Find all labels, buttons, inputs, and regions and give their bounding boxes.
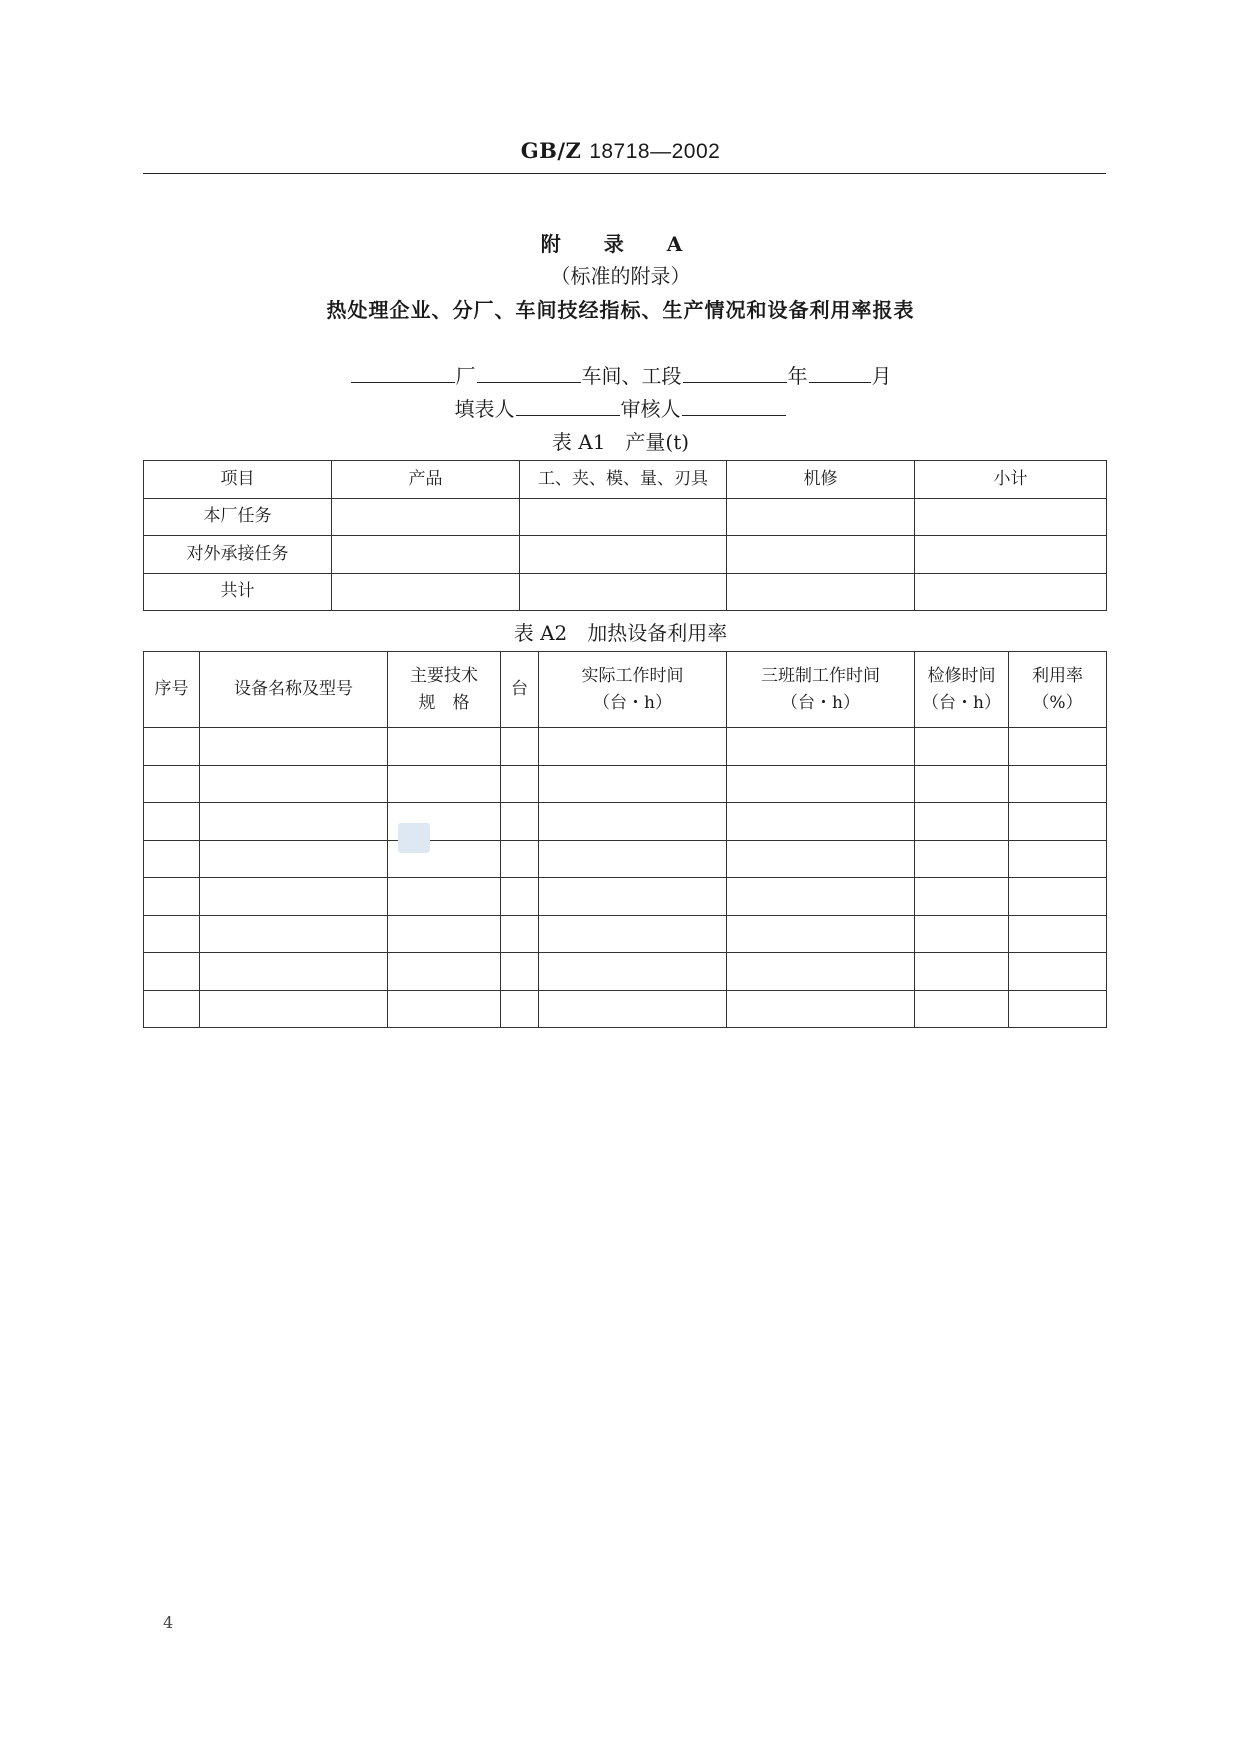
data-cell[interactable] <box>915 765 1009 803</box>
data-cell[interactable] <box>727 573 915 611</box>
row-label: 本厂任务 <box>144 498 332 536</box>
data-cell[interactable] <box>332 536 520 574</box>
table-a2-body <box>144 728 1107 1028</box>
data-cell[interactable] <box>727 990 915 1028</box>
data-cell[interactable] <box>200 728 388 766</box>
header-line: 三班制工作时间 <box>761 665 880 686</box>
data-cell[interactable] <box>915 840 1009 878</box>
data-cell[interactable] <box>144 953 200 991</box>
form-line-signatures <box>0 393 1241 422</box>
header-line: （台・h） <box>922 692 1001 713</box>
data-cell[interactable] <box>388 990 501 1028</box>
year-blank[interactable] <box>683 362 787 383</box>
data-cell[interactable] <box>144 915 200 953</box>
data-cell[interactable] <box>1009 728 1107 766</box>
standard-code-prefix: GB/Z <box>520 138 582 163</box>
data-cell[interactable] <box>915 990 1009 1028</box>
standard-code-number: 18718—2002 <box>589 140 721 163</box>
header-rule <box>143 173 1106 174</box>
data-cell[interactable] <box>915 728 1009 766</box>
header-line: 实际工作时间 <box>581 665 684 686</box>
data-cell[interactable] <box>727 803 915 841</box>
data-cell[interactable] <box>388 915 501 953</box>
data-cell[interactable] <box>501 915 539 953</box>
header-cell: 设备名称及型号 <box>200 652 388 728</box>
data-cell[interactable] <box>200 953 388 991</box>
filler-label: 填表人 <box>454 397 515 421</box>
table-row <box>144 765 1107 803</box>
data-cell[interactable] <box>144 840 200 878</box>
data-cell[interactable] <box>388 878 501 916</box>
data-cell[interactable] <box>144 878 200 916</box>
data-cell[interactable] <box>727 728 915 766</box>
header-cell: 产品 <box>332 461 520 499</box>
factory-blank[interactable] <box>351 362 455 383</box>
data-cell[interactable] <box>915 953 1009 991</box>
table-row <box>144 803 1107 841</box>
data-cell[interactable] <box>1009 878 1107 916</box>
appendix-heading: 热处理企业、分厂、车间技经指标、生产情况和设备利用率报表 <box>326 298 915 322</box>
data-cell[interactable] <box>1009 915 1107 953</box>
data-cell[interactable] <box>144 990 200 1028</box>
data-cell[interactable] <box>520 573 727 611</box>
row-label: 对外承接任务 <box>144 536 332 574</box>
table-a1-caption: 表 A1 产量(t) <box>551 430 690 454</box>
table-row <box>144 878 1107 916</box>
data-cell[interactable] <box>539 803 727 841</box>
standard-code <box>0 138 1241 164</box>
header-cell <box>388 652 501 728</box>
table-row <box>144 915 1107 953</box>
data-cell[interactable] <box>915 536 1107 574</box>
data-cell[interactable] <box>727 915 915 953</box>
data-cell[interactable] <box>1009 953 1107 991</box>
data-cell[interactable] <box>727 765 915 803</box>
data-cell[interactable] <box>144 728 200 766</box>
data-cell[interactable] <box>200 765 388 803</box>
year-label: 年 <box>787 364 808 388</box>
header-line: （%） <box>1032 692 1083 713</box>
header-cell: 工、夹、模、量、刃具 <box>520 461 727 499</box>
header-line: 利用率 <box>1032 665 1083 686</box>
data-cell[interactable] <box>388 765 501 803</box>
page-number: 4 <box>163 1613 174 1632</box>
table-a2-caption: 表 A2 加热设备利用率 <box>513 621 728 645</box>
factory-label: 厂 <box>455 364 476 388</box>
data-cell[interactable] <box>727 536 915 574</box>
header-line: 规 格 <box>418 692 470 713</box>
workshop-label: 车间、工段 <box>581 364 682 388</box>
table-row <box>144 498 1107 536</box>
data-cell[interactable] <box>332 498 520 536</box>
table-row <box>144 728 1107 766</box>
data-cell[interactable] <box>200 803 388 841</box>
data-cell[interactable] <box>200 915 388 953</box>
data-cell[interactable] <box>520 536 727 574</box>
data-cell[interactable] <box>915 573 1107 611</box>
data-cell[interactable] <box>1009 840 1107 878</box>
data-cell[interactable] <box>501 840 539 878</box>
data-cell[interactable] <box>200 878 388 916</box>
data-cell[interactable] <box>501 803 539 841</box>
data-cell[interactable] <box>539 765 727 803</box>
header-line: （台・h） <box>781 692 860 713</box>
data-cell[interactable] <box>915 915 1009 953</box>
table-row <box>144 536 1107 574</box>
data-cell[interactable] <box>144 765 200 803</box>
header-cell: 台 <box>501 652 539 728</box>
data-cell[interactable] <box>1009 765 1107 803</box>
table-row <box>144 840 1107 878</box>
workshop-blank[interactable] <box>477 362 581 383</box>
table-a2 <box>143 651 1107 1028</box>
data-cell[interactable] <box>501 728 539 766</box>
data-cell[interactable] <box>501 990 539 1028</box>
header-cell <box>915 652 1009 728</box>
header-line: 检修时间 <box>927 665 996 686</box>
data-cell[interactable] <box>915 498 1107 536</box>
reviewer-blank[interactable] <box>682 395 786 416</box>
month-blank[interactable] <box>809 362 871 383</box>
data-cell[interactable] <box>1009 803 1107 841</box>
header-cell <box>1009 652 1107 728</box>
reviewer-label: 审核人 <box>620 397 681 421</box>
data-cell[interactable] <box>388 953 501 991</box>
header-line: 主要技术 <box>410 665 478 686</box>
data-cell[interactable] <box>915 803 1009 841</box>
header-cell: 小计 <box>915 461 1107 499</box>
data-cell[interactable] <box>727 498 915 536</box>
data-cell[interactable] <box>520 498 727 536</box>
data-cell[interactable] <box>727 840 915 878</box>
header-line: （台・h） <box>593 692 672 713</box>
table-row <box>144 573 1107 611</box>
data-cell[interactable] <box>539 840 727 878</box>
data-cell[interactable] <box>539 915 727 953</box>
data-cell[interactable] <box>727 878 915 916</box>
data-cell[interactable] <box>539 728 727 766</box>
watermark-logo <box>398 823 430 853</box>
table-row <box>144 953 1107 991</box>
data-cell[interactable] <box>501 765 539 803</box>
data-cell[interactable] <box>388 728 501 766</box>
appendix-title: 附 录 A <box>540 232 701 256</box>
form-line-factory <box>0 360 1241 389</box>
header-cell: 项目 <box>144 461 332 499</box>
data-cell[interactable] <box>501 953 539 991</box>
data-cell[interactable] <box>200 840 388 878</box>
table-a1 <box>143 460 1107 611</box>
data-cell[interactable] <box>915 878 1009 916</box>
data-cell[interactable] <box>200 990 388 1028</box>
row-label: 共计 <box>144 573 332 611</box>
appendix-subtitle: （标准的附录） <box>550 264 691 288</box>
data-cell[interactable] <box>727 953 915 991</box>
header-cell: 序号 <box>144 652 200 728</box>
data-cell[interactable] <box>539 953 727 991</box>
header-cell <box>727 652 915 728</box>
table-row <box>144 990 1107 1028</box>
filler-blank[interactable] <box>516 395 620 416</box>
month-label: 月 <box>871 364 892 388</box>
table-header-row <box>144 652 1107 728</box>
data-cell[interactable] <box>332 573 520 611</box>
header-cell <box>539 652 727 728</box>
data-cell[interactable] <box>539 878 727 916</box>
data-cell[interactable] <box>1009 990 1107 1028</box>
header-cell: 机修 <box>727 461 915 499</box>
data-cell[interactable] <box>144 803 200 841</box>
data-cell[interactable] <box>501 878 539 916</box>
data-cell[interactable] <box>539 990 727 1028</box>
table-header-row <box>144 461 1107 499</box>
